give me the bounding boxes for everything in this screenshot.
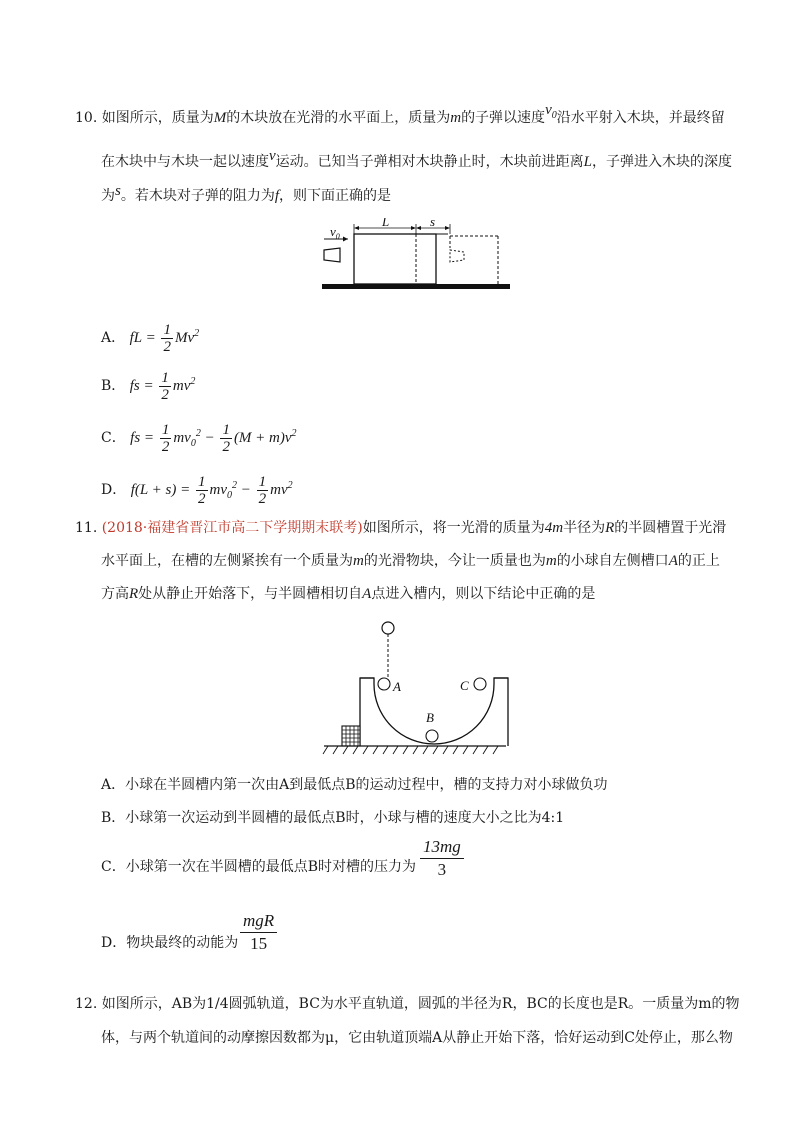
q10-fig-L-label: L (382, 218, 390, 229)
q10-fig-v0-label: $v_0$ (330, 224, 340, 241)
q11-line-3: 方高R处从静止开始落下，与半圆槽相切自A点进入槽内，则以下结论中正确的是 (101, 586, 596, 602)
q10-number: 10. (75, 110, 98, 126)
q10-line-3: 为s。若木块对子弹的阻力为f，则下面正确的是 (101, 183, 392, 204)
q11-block (342, 726, 360, 746)
q10-block-bullet-figure (318, 218, 518, 298)
q10-bullet (324, 248, 340, 262)
q10-option-b: B． fs = $\frac{1}{2}$ $mv^2$ (101, 370, 196, 404)
q10-option-d: D． f(L + s) = $\frac{1}{2}$ $mv_0^2$ − $\frac{1}{2}$ $mv^2$ (101, 474, 293, 508)
q11-fig-label-b: B (426, 710, 434, 725)
q11-option-d-fraction: mgR 15 (240, 910, 277, 955)
q10-option-c: C． fs = $\frac{1}{2}$ $mv_0^2$ − $\frac{1}{2}$ $(M + m)v^2$ (101, 422, 297, 456)
q10-line-1: 10. 如图所示，质量为M的木块放在光滑的水平面上，质量为m的子弹以速度$v_0$沿水平射入木块，并最终留 (75, 102, 725, 126)
q10-option-b-formula: fs = $\frac{1}{2}$ $mv^2$ (129, 370, 196, 404)
q11-fig-label-c: C (460, 678, 469, 693)
q10-option-a-formula: fL = $\frac{1}{2}$ Mv$^2$ (129, 322, 200, 356)
q11-option-a: A．小球在半圆槽内第一次由A到最低点B的运动过程中，槽的支持力对小球做负功 (101, 777, 608, 793)
q12-line-1: 12. 如图所示，AB为1/4圆弧轨道，BC为水平直轨道，圆弧的半径为R，BC的长度也是R。一质量为m的物 (75, 996, 740, 1012)
q11-ball-c (474, 678, 486, 690)
q11-source: (2018·福建省晋江市高二下学期期末联考) (101, 520, 363, 536)
q10-option-d-formula: f(L + s) = $\frac{1}{2}$ $mv_0^2$ − $\frac{1}{2}$ $mv^2$ (130, 474, 293, 508)
q11-falling-ball (382, 622, 394, 634)
q10-block (354, 234, 436, 284)
q11-groove (360, 678, 508, 746)
q11-option-b: B．小球第一次运动到半圆槽的最低点B时，小球与槽的速度大小之比为4:1 (101, 810, 565, 826)
q10-line-2: 在木块中与木块一起以速度v运动。已知当子弹相对木块静止时，木块前进距离L，子弹进入木块的深度 (101, 148, 733, 170)
q11-semicircle-groove-figure (320, 612, 510, 762)
q10-option-c-formula: fs = $\frac{1}{2}$ $mv_0^2$ − $\frac{1}{2}$ $(M + m)v^2$ (130, 422, 297, 456)
q11-line-2: 水平面上，在槽的左侧紧挨有一个质量为m的光滑物块，今让一质量也为m的小球自左侧槽口A的正上 (101, 553, 720, 569)
q11-option-c: C．小球第一次在半圆槽的最低点B时对槽的压力为 (101, 859, 416, 875)
q12-line-2: 体，与两个轨道间的动摩擦因数都为μ，它由轨道顶端A从静止开始下落，恰好运动到C处停止，那么物 (101, 1030, 733, 1046)
q11-ball-b (426, 730, 438, 742)
q10-option-a: A． fL = $\frac{1}{2}$ Mv$^2$ (101, 322, 200, 356)
q11-ball-a (378, 678, 390, 690)
q11-option-d: D．物块最终的动能为 (101, 935, 239, 951)
q11-line-1: 11. (2018·福建省晋江市高二下学期期末联考)如图所示，将一光滑的质量为4m半径为R的半圆槽置于光滑 (75, 520, 727, 536)
q10-fig-s-label: s (430, 218, 436, 229)
q12-number: 12. (75, 996, 98, 1012)
q11-number: 11. (75, 520, 98, 536)
q11-option-c-fraction: 13mg 3 (420, 836, 464, 881)
q11-fig-label-a: A (393, 679, 401, 694)
